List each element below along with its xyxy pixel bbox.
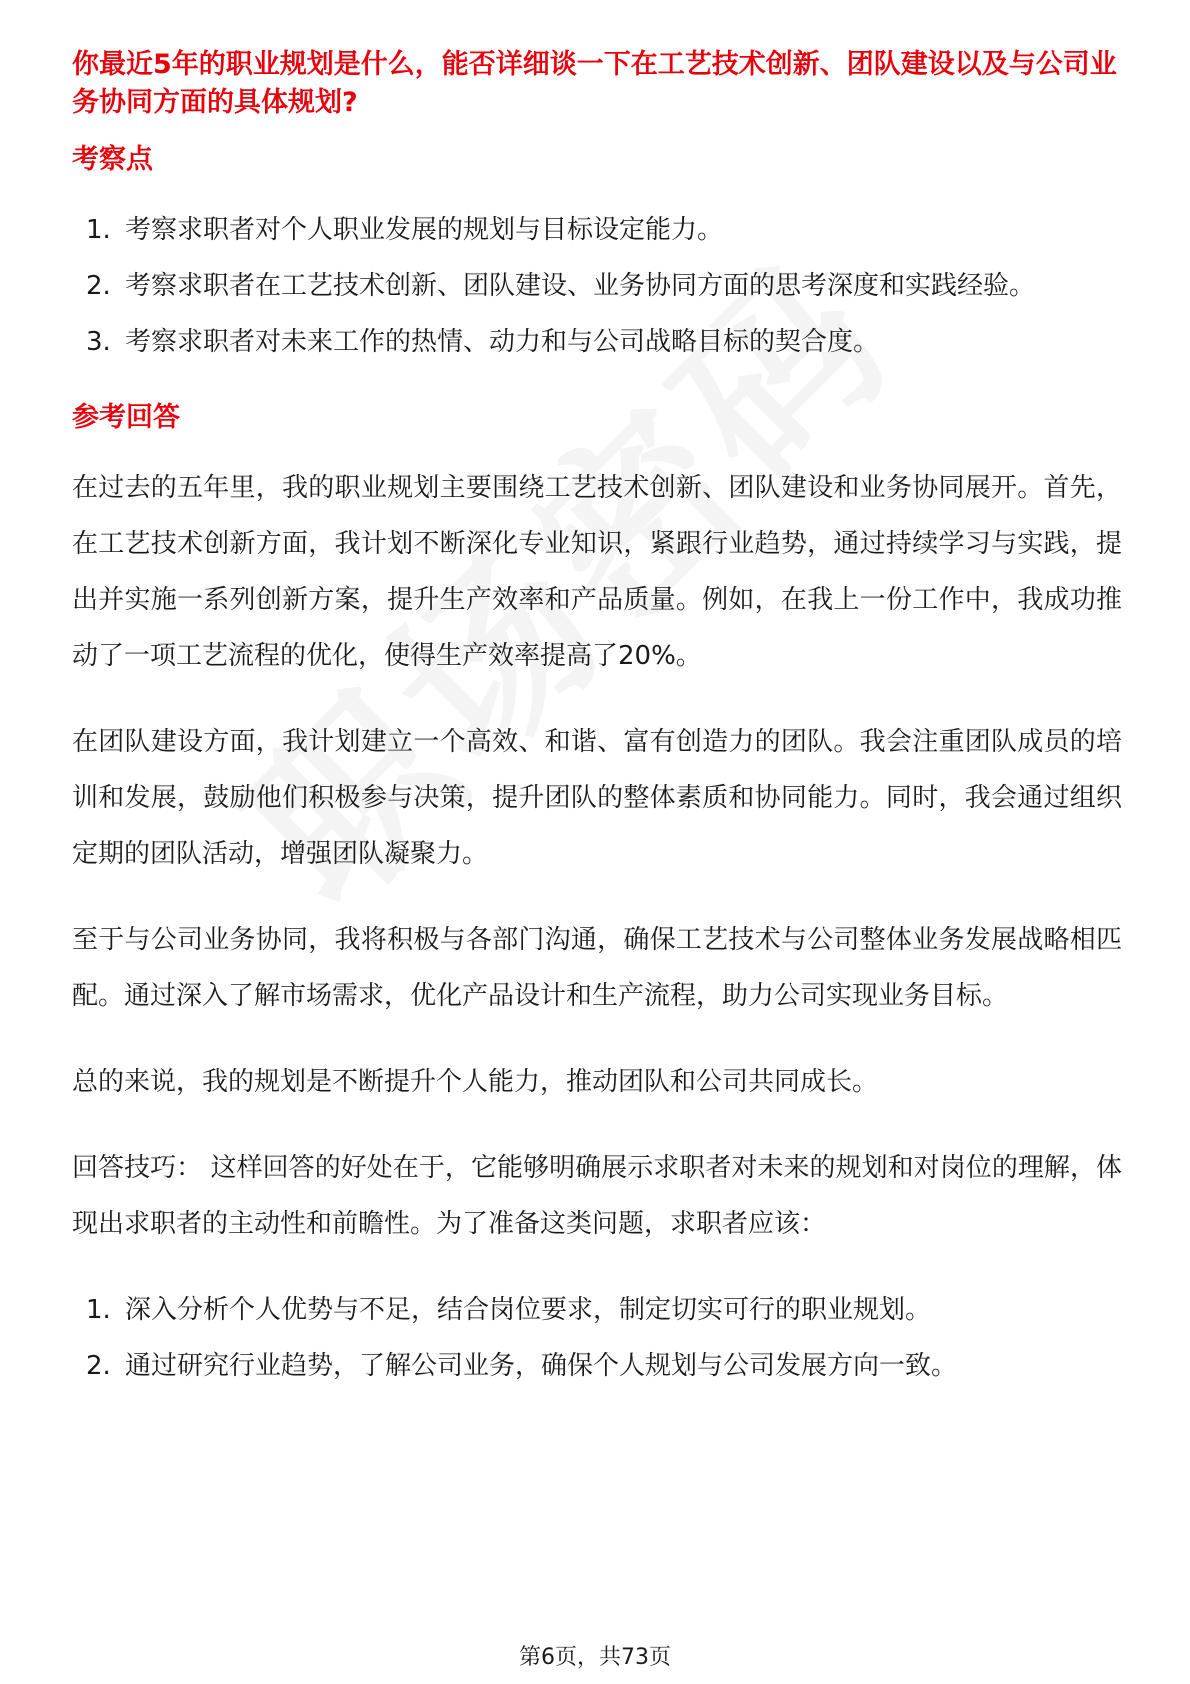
list-text: 考察求职者在工艺技术创新、团队建设、业务协同方面的思考深度和实践经验。 bbox=[125, 271, 1036, 301]
list-text: 通过研究行业趋势，了解公司业务，确保个人规划与公司发展方向一致。 bbox=[125, 1351, 958, 1381]
list-number: 2. bbox=[86, 1351, 111, 1381]
list-number: 2. bbox=[86, 271, 111, 301]
list-item bbox=[72, 1282, 1122, 1338]
answer-paragraph: 在团队建设方面，我计划建立一个高效、和谐、富有创造力的团队。我会注重团队成员的培训和发展，鼓励他们积极参与决策，提升团队的整体素质和协同能力。同时，我会通过组织定期的团队活动，增强团队凝聚力。 bbox=[72, 727, 1122, 869]
list-text: 深入分析个人优势与不足，结合岗位要求，制定切实可行的职业规划。 bbox=[125, 1295, 932, 1325]
list-item bbox=[72, 202, 1122, 258]
list-number: 1. bbox=[86, 1295, 111, 1325]
question-title: 你最近5年的职业规划是什么，能否详细谈一下在工艺技术创新、团队建设以及与公司业务协同方面的具体规划? bbox=[72, 49, 1117, 118]
tips-list bbox=[72, 1282, 1122, 1394]
list-text: 考察求职者对未来工作的热情、动力和与公司战略目标的契合度。 bbox=[125, 327, 880, 357]
list-number: 1. bbox=[86, 215, 111, 245]
answer-heading: 参考回答 bbox=[72, 402, 180, 433]
answer-paragraph: 在过去的五年里，我的职业规划主要围绕工艺技术创新、团队建设和业务协同展开。首先，在工艺技术创新方面，我计划不断深化专业知识，紧跟行业趋势，通过持续学习与实践，提出并实施一系列创新方案，提升生产效率和产品质量。例如，在我上一份工作中，我成功推动了一项工艺流程的优化，使得生产效率提高了20%。 bbox=[72, 473, 1122, 671]
answer-paragraph: 至于与公司业务协同，我将积极与各部门沟通，确保工艺技术与公司整体业务发展战略相匹配。通过深入了解市场需求，优化产品设计和生产流程，助力公司实现业务目标。 bbox=[72, 925, 1122, 1011]
list-item bbox=[72, 314, 1122, 370]
assessment-list bbox=[72, 202, 1122, 370]
list-item bbox=[72, 1338, 1122, 1394]
assessment-heading: 考察点 bbox=[72, 144, 153, 175]
list-number: 3. bbox=[86, 327, 111, 357]
answer-tips-intro: 回答技巧： 这样回答的好处在于，它能够明确展示求职者对未来的规划和对岗位的理解，体现出求职者的主动性和前瞻性。为了准备这类问题，求职者应该： bbox=[72, 1153, 1122, 1239]
page-number: 第6页，共73页 bbox=[519, 1645, 671, 1670]
list-item bbox=[72, 258, 1122, 314]
answer-paragraph: 总的来说，我的规划是不断提升个人能力，推动团队和公司共同成长。 bbox=[72, 1067, 879, 1097]
list-text: 考察求职者对个人职业发展的规划与目标设定能力。 bbox=[125, 215, 724, 245]
document-page bbox=[72, 46, 1122, 1424]
